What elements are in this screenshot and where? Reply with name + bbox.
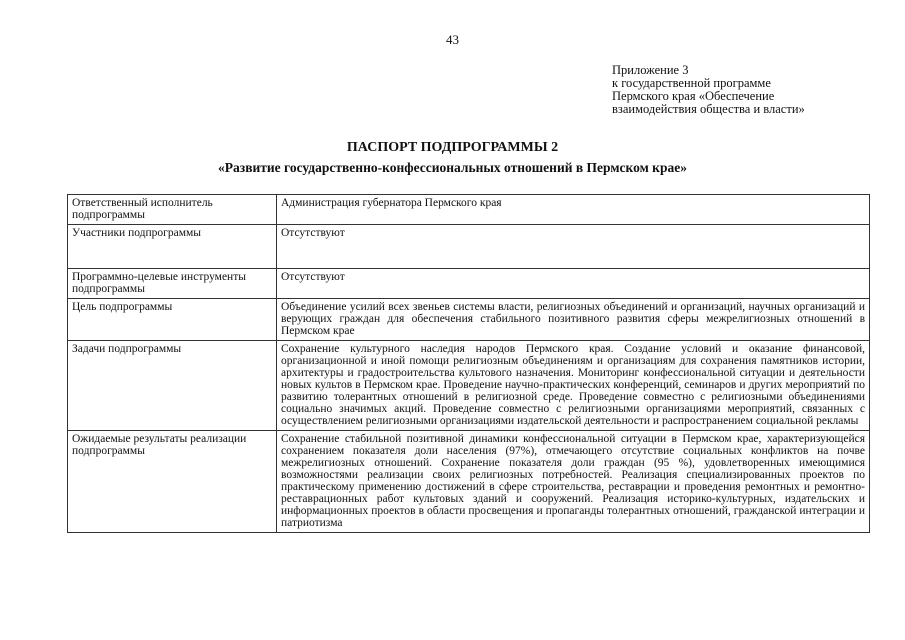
row-value-goal: Объединение усилий всех звеньев системы власти, религиозных объединений и организаций, научных организаций и верующих граждан для обеспечения стабильного позитивного развития сферы межрелигиозных отношений в Пермском крае: [277, 299, 870, 341]
row-value-participants: Отсутствуют: [277, 225, 870, 269]
appendix-line: Приложение 3: [612, 63, 689, 77]
table-row: [68, 195, 870, 225]
row-value-expected-results: Сохранение стабильной позитивной динамики конфессиональной ситуации в Пермском крае, характеризующейся сохранением показателя доли населения (97%), отмечающего отсутствие социальных конфликтов на почве межрелигиозных отношений. Сохранение показателя доли граждан (95 %), удовлетворенных имеющимися возможностями реализации своих религиозных потребностей. Реализация специализированных проектов по практическому применению достижений в сфере строительства, реставрации и проведения ремонтных и ремонтно-реставрационных работ культовых зданий и сооружений. Реализация историко-культурных, издательских и информационных проектов в области просвещения и пропаганды толерантных отношений, гражданской интеграции и патриотизма: [277, 431, 870, 533]
appendix-note: [612, 64, 902, 116]
document-title: ПАСПОРТ ПОДПРОГРАММЫ 2: [346, 140, 559, 155]
table-row: [68, 341, 870, 431]
row-value-instruments: Отсутствуют: [277, 269, 870, 299]
document-subtitle: «Развитие государственно-конфессиональных отношений в Пермском крае»: [218, 160, 687, 175]
page-number: 43: [446, 32, 459, 47]
row-label-tasks: Задачи подпрограммы: [68, 341, 277, 431]
row-label-participants: Участники подпрограммы: [68, 225, 277, 269]
row-label-instruments: Программно-целевые инструменты подпрограммы: [68, 269, 277, 299]
row-value-tasks: Сохранение культурного наследия народов Пермского края. Создание условий и оказание финансовой, организационной и иной помощи религиозным объединениям и организациям для сохранения памятников истории, архитектуры и градостроительства культового назначения. Мониторинг конфессиональной ситуации и деятельности новых культов в Пермском крае. Проведение научно-практических конференций, семинаров и других мероприятий по развитию толерантных отношений в религиозной среде. Проведение совместно с религиозными объединениями социально значимых акций. Проведение совместно с религиозными организациями мероприятий, связанных с осуществлением религиозными организациями издательской деятельности и распространением социальной рекламы: [277, 341, 870, 431]
row-label-goal: Цель подпрограммы: [68, 299, 277, 341]
table-row: [68, 225, 870, 269]
appendix-line: к государственной программе: [612, 76, 771, 90]
passport-table: [67, 194, 870, 533]
table-row: [68, 299, 870, 341]
row-value-responsible: Администрация губернатора Пермского края: [277, 195, 870, 225]
appendix-line: Пермского края «Обеспечение: [612, 89, 775, 103]
row-label-responsible: Ответственный исполнитель подпрограммы: [68, 195, 277, 225]
row-label-expected-results: Ожидаемые результаты реализации подпрограммы: [68, 431, 277, 533]
table-row: [68, 269, 870, 299]
appendix-line: взаимодействия общества и власти»: [612, 102, 805, 116]
table-row: [68, 431, 870, 533]
